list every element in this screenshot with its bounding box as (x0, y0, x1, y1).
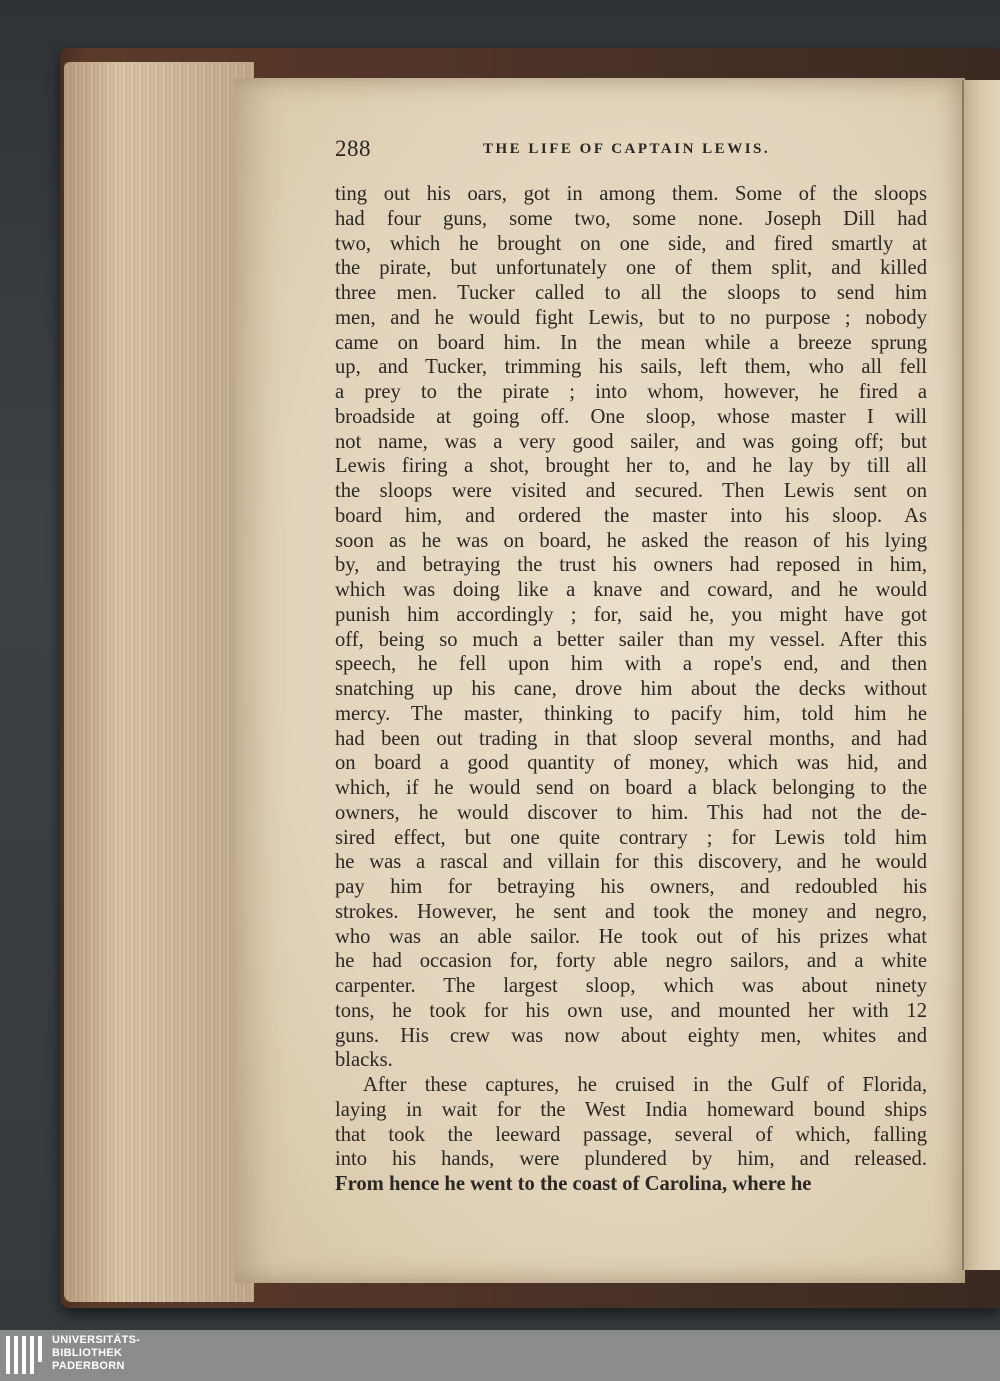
text-line: owners, he would discover to him. This had not the de- (335, 801, 927, 824)
text-line: broadside at going off. One sloop, whose master I will (335, 405, 927, 428)
text-line: he had occasion for, forty able negro sailors, and a white (335, 950, 927, 973)
text-line: not name, was a very good sailer, and was going off; but (335, 430, 927, 453)
text-line: pay him for betraying his owners, and redoubled his (335, 876, 927, 898)
text-line: he was a rascal and villain for this discovery, and he would (335, 851, 927, 874)
running-title: THE LIFE OF CAPTAIN LEWIS. (483, 141, 771, 157)
library-footer (0, 1330, 1000, 1381)
text-line: which, if he would send on board a black belonging to the (335, 777, 927, 799)
text-line: came on board him. In the mean while a breeze sprung (335, 331, 927, 354)
facing-page-edge (962, 80, 1000, 1270)
text-line: ting out his oars, got in among them. Some of the sloops (335, 183, 927, 205)
text-line: mercy. The master, thinking to pacify him, told him he (335, 702, 927, 725)
library-logo-text (52, 1334, 140, 1373)
text-line: on board a good quantity of money, which was hid, and (335, 752, 927, 775)
text-line: strokes. However, he sent and took the money and negro, (335, 900, 927, 923)
text-line: up, and Tucker, trimming his sails, left them, who all fell (335, 356, 927, 379)
running-head (335, 136, 925, 164)
text-line: board him, and ordered the master into his sloop. As (335, 504, 927, 527)
text-line: two, which he brought on one side, and fired smartly at (335, 232, 927, 255)
text-line: carpenter. The largest sloop, which was about ninety (335, 975, 927, 997)
text-line: had four guns, some two, some none. Joseph Dill had (335, 207, 927, 230)
logo-line-2: BIBLIOTHEK (52, 1347, 123, 1359)
text-line: had been out trading in that sloop several months, and had (335, 727, 927, 750)
text-line: by, and betraying the trust his owners had reposed in him, (335, 554, 927, 577)
text-line: off, being so much a better sailer than my vessel. After this (335, 628, 927, 651)
text-line: three men. Tucker called to all the sloops to send him (335, 282, 927, 304)
text-line: laying in wait for the West India homeward bound ships (335, 1098, 927, 1121)
logo-line-3: PADERBORN (52, 1360, 125, 1372)
text-line: soon as he was on board, he asked the reason of his lying (335, 529, 927, 552)
page-number: 288 (335, 136, 371, 161)
text-line: guns. His crew was now about eighty men, whites and (335, 1024, 927, 1047)
text-line: men, and he would fight Lewis, but to no purpose ; nobody (335, 306, 927, 329)
text-line: a prey to the pirate ; into whom, however, he fired a (335, 381, 927, 403)
text-line: the sloops were visited and secured. Then Lewis sent on (335, 480, 927, 502)
text-line: From hence he went to the coast of Carolina, where he (335, 1173, 812, 1195)
text-line: that took the leeward passage, several of which, falling (335, 1123, 927, 1146)
text-line: tons, he took for his own use, and mounted her with 12 (335, 999, 927, 1022)
text-line: who was an able sailor. He took out of his prizes what (335, 925, 927, 948)
text-line: into his hands, were plundered by him, and released. (335, 1148, 927, 1171)
text-line: speech, he fell upon him with a rope's end, and then (335, 653, 927, 676)
text-line: sired effect, but one quite contrary ; for Lewis told him (335, 826, 927, 849)
text-line: which was doing like a knave and coward, and he would (335, 579, 927, 601)
text-line: After these captures, he cruised in the Gulf of Florida, (363, 1074, 927, 1096)
text-line: the pirate, but unfortunately one of them split, and killed (335, 257, 927, 280)
text-line: punish him accordingly ; for, said he, you might have got (335, 603, 927, 626)
logo-line-1: UNIVERSITÄTS- (52, 1334, 141, 1346)
page-edges (64, 62, 254, 1302)
text-line: snatching up his cane, drove him about the decks without (335, 678, 927, 700)
library-logo-icon (6, 1336, 46, 1374)
body-text (335, 182, 927, 1197)
text-line: blacks. (335, 1049, 393, 1072)
text-line: Lewis firing a shot, brought her to, and he lay by till all (335, 455, 927, 478)
